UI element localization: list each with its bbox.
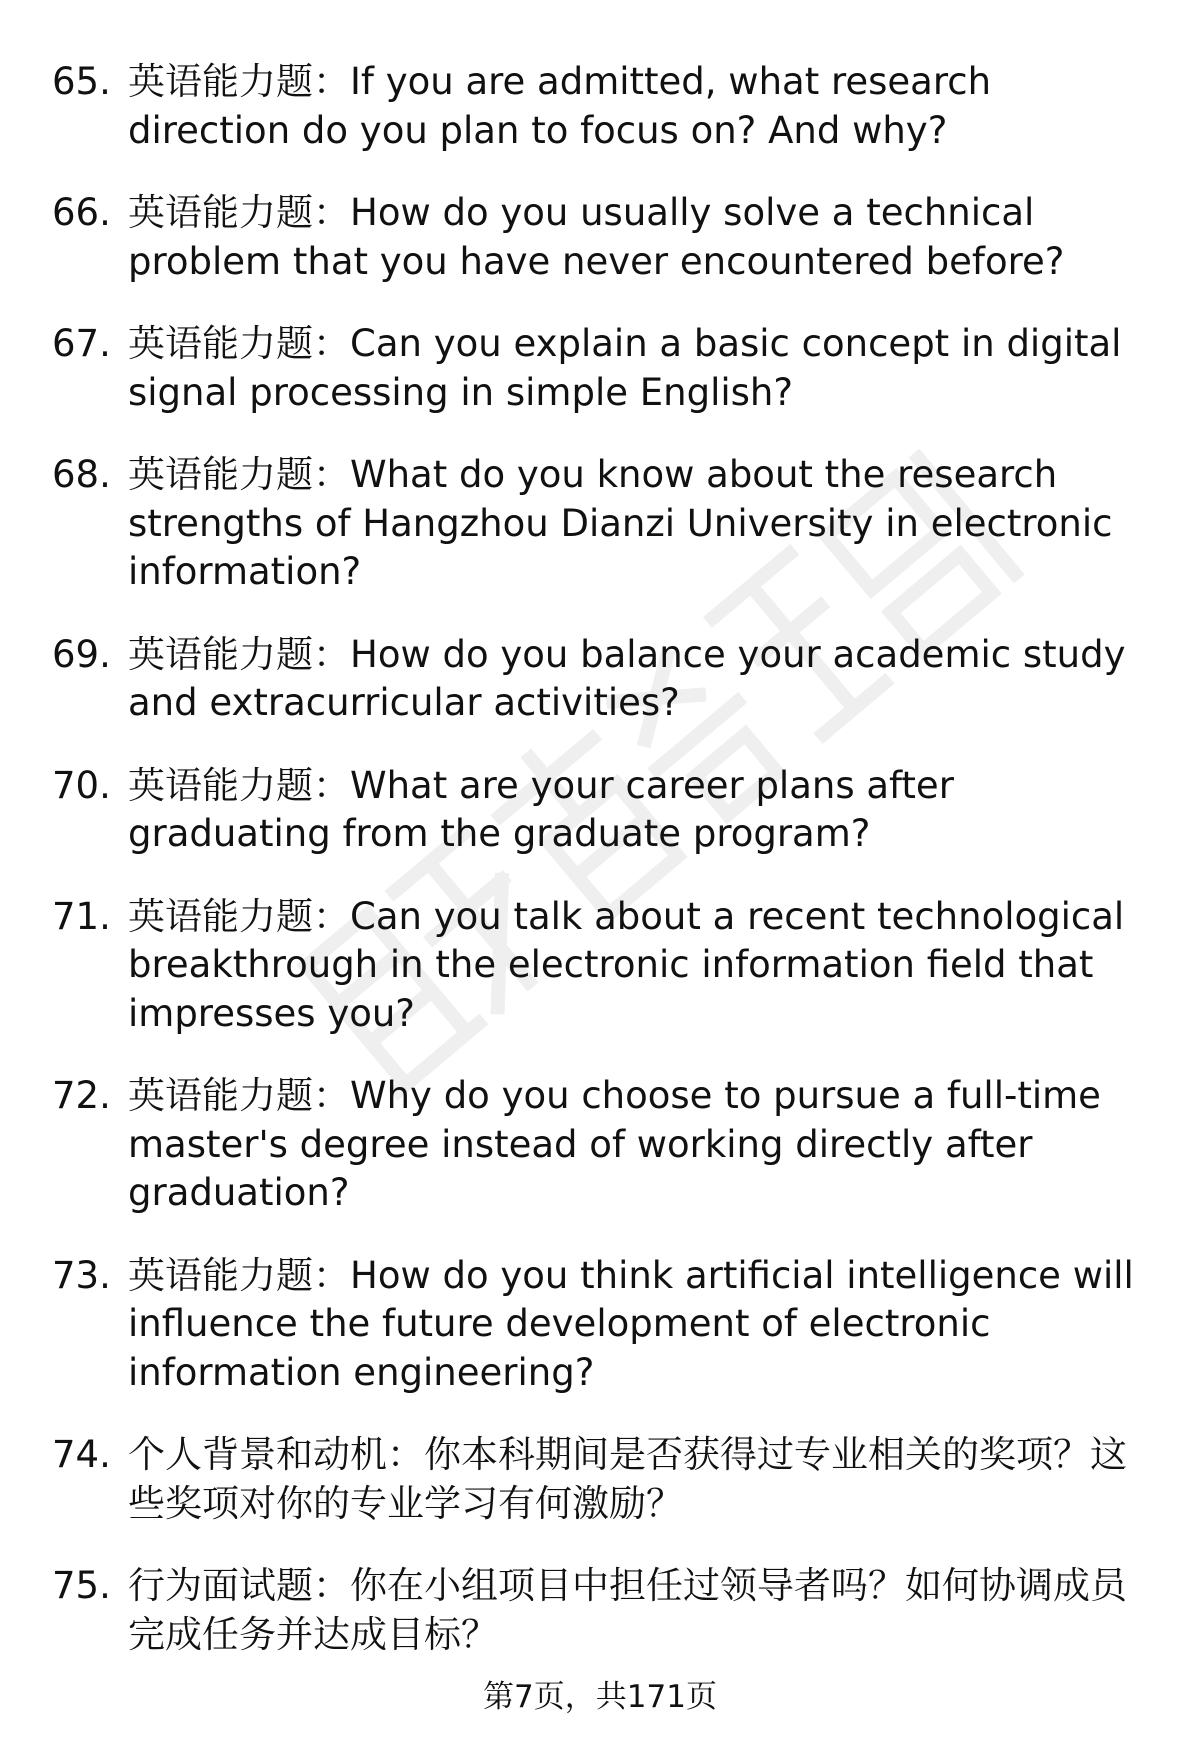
question-number: 65. [52, 60, 111, 103]
question-number: 73. [52, 1253, 111, 1297]
question-text: 英语能力题：What do you know about the research strengths of Hangzhou Dianzi University in electronic information? [128, 453, 1113, 593]
question-item [52, 189, 1162, 286]
question-item [52, 1562, 1162, 1659]
question-list [52, 58, 1162, 1693]
question-text: 英语能力题：How do you usually solve a technical problem that you have never encountered before? [128, 191, 1065, 283]
question-text: 行为面试题：你在小组项目中担任过领导者吗？如何协调成员完成任务并达成目标？ [128, 1564, 1127, 1656]
question-text: 英语能力题：If you are admitted, what research direction do you plan to focus on? And why? [128, 60, 992, 152]
page-footer [0, 1677, 1200, 1717]
question-number: 69. [52, 632, 111, 676]
question-number: 70. [52, 763, 111, 807]
question-number: 72. [52, 1074, 111, 1117]
question-number: 75. [52, 1564, 111, 1607]
question-text: 英语能力题：Why do you choose to pursue a full-time master's degree instead of working directly after graduation? [128, 1074, 1101, 1214]
question-text: 英语能力题：What are your career plans after graduating from the graduate program? [128, 763, 954, 855]
question-text: 英语能力题：Can you talk about a recent technological breakthrough in the electronic information field that impresses you? [128, 894, 1125, 1035]
question-item [52, 451, 1162, 597]
question-text: 个人背景和动机：你本科期间是否获得过专业相关的奖项？这些奖项对你的专业学习有何激励？ [128, 1433, 1127, 1525]
question-number: 67. [52, 322, 111, 365]
question-number: 74. [52, 1433, 111, 1476]
question-item [52, 1431, 1162, 1528]
question-text: 英语能力题：How do you think artificial intelligence will influence the future development of electronic information engineering? [128, 1253, 1134, 1394]
question-item [52, 1072, 1162, 1218]
question-item [52, 58, 1162, 155]
question-item [52, 762, 1162, 859]
question-text: 英语能力题：How do you balance your academic study and extracurricular activities? [128, 632, 1126, 724]
question-item [52, 320, 1162, 417]
question-number: 66. [52, 191, 111, 234]
question-number: 71. [52, 894, 111, 938]
question-text: 英语能力题：Can you explain a basic concept in digital signal processing in simple English? [128, 322, 1122, 414]
question-item [52, 631, 1162, 728]
page-number-label: 第7页，共171页 [483, 1679, 717, 1715]
question-number: 68. [52, 453, 111, 496]
question-item [52, 1252, 1162, 1398]
question-item [52, 893, 1162, 1039]
